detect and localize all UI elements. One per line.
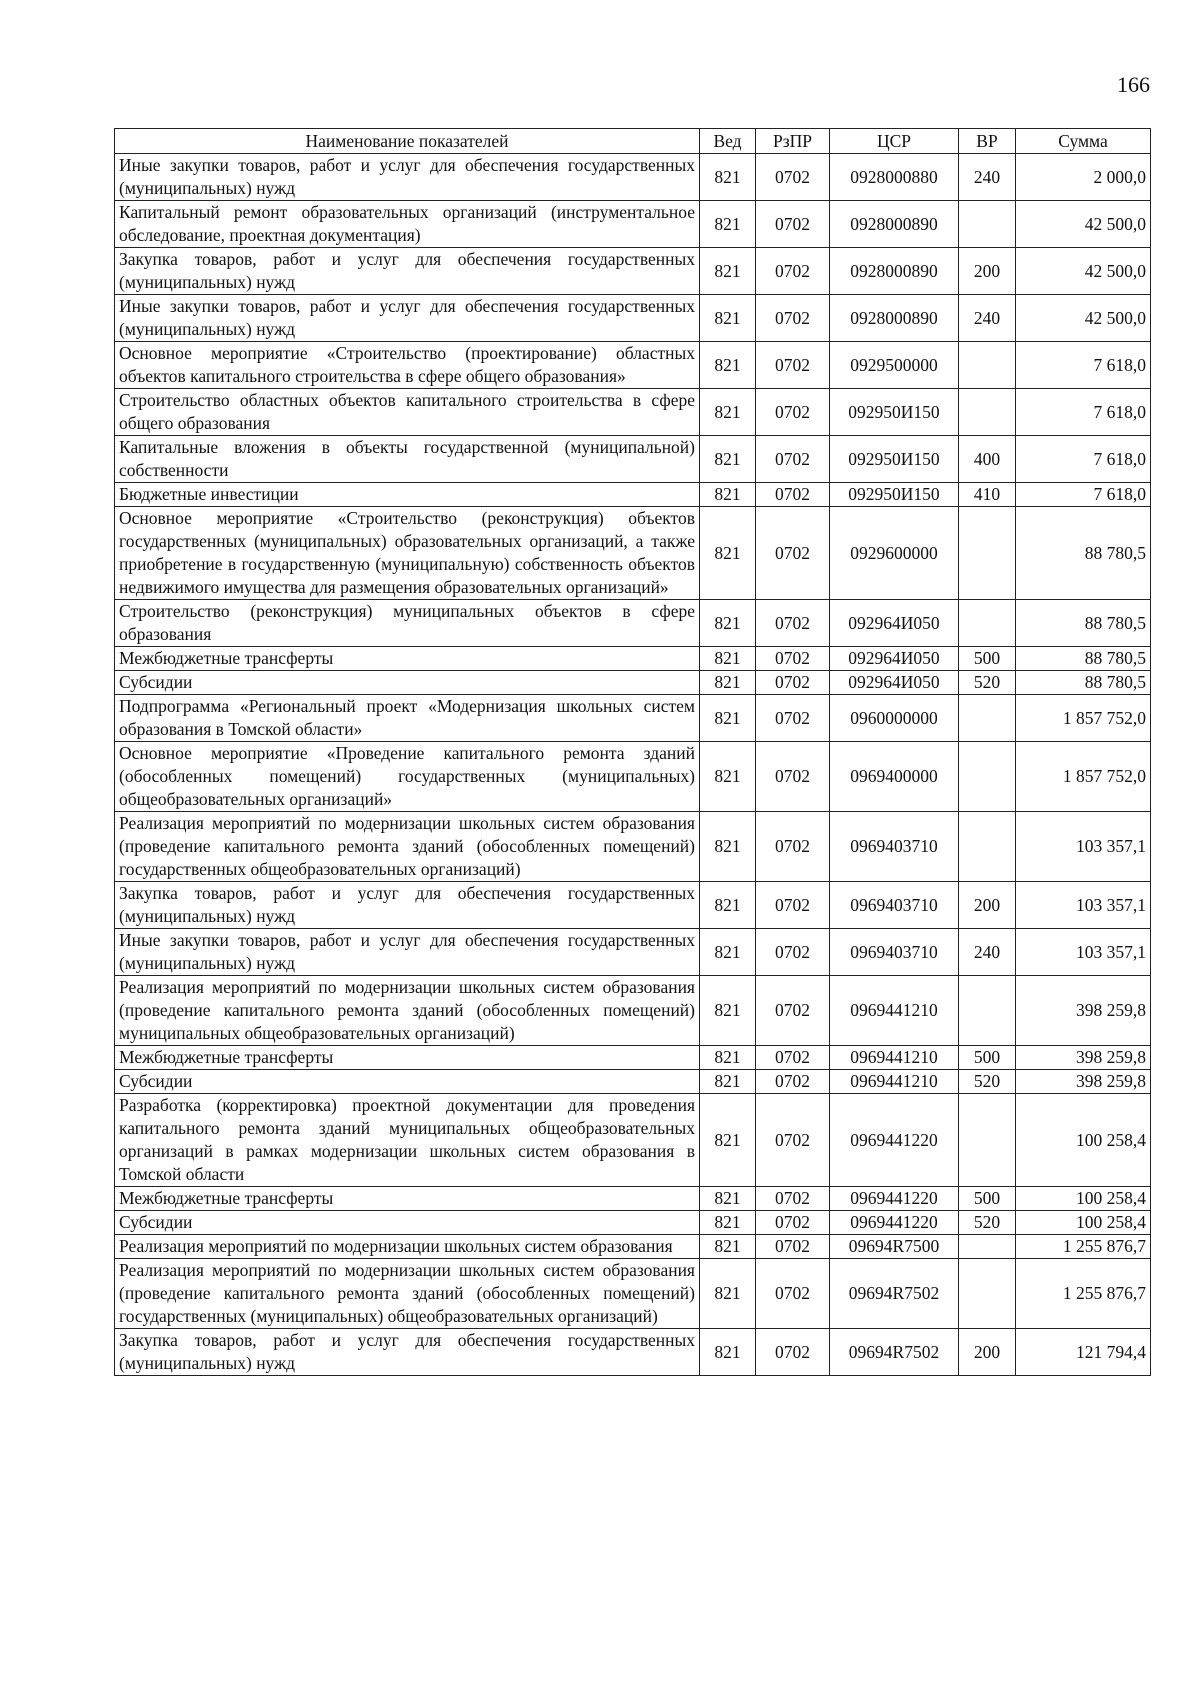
cell-vr: 520	[959, 1211, 1016, 1235]
cell-name: Реализация мероприятий по модернизации школьных систем образования	[115, 1235, 700, 1259]
cell-sum: 398 259,8	[1016, 976, 1151, 1046]
cell-vr: 500	[959, 1046, 1016, 1070]
header-rzpr: РзПР	[756, 129, 830, 154]
cell-csr: 0969403710	[830, 882, 959, 929]
cell-rzpr: 0702	[756, 201, 830, 248]
cell-vr: 520	[959, 671, 1016, 695]
table-header-row	[115, 129, 1151, 154]
cell-vr	[959, 1259, 1016, 1329]
cell-rzpr: 0702	[756, 1259, 830, 1329]
cell-rzpr: 0702	[756, 976, 830, 1046]
cell-sum: 1 857 752,0	[1016, 742, 1151, 812]
cell-rzpr: 0702	[756, 742, 830, 812]
table-row	[115, 1187, 1151, 1211]
cell-sum: 42 500,0	[1016, 295, 1151, 342]
cell-vr	[959, 695, 1016, 742]
header-ved: Вед	[700, 129, 756, 154]
cell-name: Основное мероприятие «Проведение капитального ремонта зданий (обособленных помещений) государственных (муниципальных) общеобразовательных организаций»	[115, 742, 700, 812]
cell-name: Капитальный ремонт образовательных организаций (инструментальное обследование, проектная документация)	[115, 201, 700, 248]
cell-rzpr: 0702	[756, 695, 830, 742]
table-row	[115, 1070, 1151, 1094]
cell-ved: 821	[700, 976, 756, 1046]
table-row	[115, 436, 1151, 483]
cell-csr: 0928000880	[830, 154, 959, 201]
table-row	[115, 1235, 1151, 1259]
table-row	[115, 647, 1151, 671]
cell-rzpr: 0702	[756, 436, 830, 483]
cell-csr: 0969441220	[830, 1211, 959, 1235]
table-row	[115, 600, 1151, 647]
cell-csr: 092964И050	[830, 647, 959, 671]
cell-rzpr: 0702	[756, 295, 830, 342]
cell-csr: 09694R7502	[830, 1329, 959, 1376]
cell-csr: 092950И150	[830, 436, 959, 483]
cell-rzpr: 0702	[756, 389, 830, 436]
table-row	[115, 1329, 1151, 1376]
cell-name: Строительство (реконструкция) муниципальных объектов в сфере образования	[115, 600, 700, 647]
cell-ved: 821	[700, 1259, 756, 1329]
cell-name: Закупка товаров, работ и услуг для обеспечения государственных (муниципальных) нужд	[115, 248, 700, 295]
cell-name: Реализация мероприятий по модернизации школьных систем образования (проведение капитального ремонта зданий (обособленных помещений) государственных (муниципальных) общеобразовательных организаций)	[115, 1259, 700, 1329]
cell-sum: 7 618,0	[1016, 436, 1151, 483]
cell-rzpr: 0702	[756, 342, 830, 389]
cell-ved: 821	[700, 342, 756, 389]
cell-vr: 500	[959, 647, 1016, 671]
cell-vr	[959, 201, 1016, 248]
cell-sum: 7 618,0	[1016, 483, 1151, 507]
cell-vr: 240	[959, 929, 1016, 976]
cell-sum: 100 258,4	[1016, 1094, 1151, 1187]
cell-vr: 400	[959, 436, 1016, 483]
cell-vr	[959, 1094, 1016, 1187]
cell-vr: 500	[959, 1187, 1016, 1211]
cell-vr	[959, 342, 1016, 389]
table-row	[115, 248, 1151, 295]
cell-vr	[959, 812, 1016, 882]
cell-vr	[959, 600, 1016, 647]
cell-rzpr: 0702	[756, 248, 830, 295]
cell-csr: 0969403710	[830, 812, 959, 882]
cell-sum: 103 357,1	[1016, 882, 1151, 929]
cell-sum: 88 780,5	[1016, 647, 1151, 671]
cell-ved: 821	[700, 647, 756, 671]
cell-ved: 821	[700, 436, 756, 483]
cell-rzpr: 0702	[756, 929, 830, 976]
cell-name: Иные закупки товаров, работ и услуг для обеспечения государственных (муниципальных) нужд	[115, 154, 700, 201]
cell-ved: 821	[700, 1094, 756, 1187]
cell-name: Строительство областных объектов капитального строительства в сфере общего образования	[115, 389, 700, 436]
cell-ved: 821	[700, 154, 756, 201]
cell-name: Закупка товаров, работ и услуг для обеспечения государственных (муниципальных) нужд	[115, 882, 700, 929]
cell-name: Капитальные вложения в объекты государственной (муниципальной) собственности	[115, 436, 700, 483]
cell-sum: 7 618,0	[1016, 342, 1151, 389]
cell-sum: 42 500,0	[1016, 248, 1151, 295]
cell-ved: 821	[700, 882, 756, 929]
table-row	[115, 201, 1151, 248]
cell-sum: 88 780,5	[1016, 600, 1151, 647]
page-number: 166	[1117, 72, 1150, 97]
cell-vr	[959, 742, 1016, 812]
cell-csr: 0929600000	[830, 507, 959, 600]
cell-rzpr: 0702	[756, 1329, 830, 1376]
budget-table	[114, 128, 1151, 1376]
cell-ved: 821	[700, 1329, 756, 1376]
table-row	[115, 976, 1151, 1046]
cell-rzpr: 0702	[756, 483, 830, 507]
cell-rzpr: 0702	[756, 1235, 830, 1259]
table-row	[115, 1211, 1151, 1235]
cell-rzpr: 0702	[756, 1211, 830, 1235]
cell-vr: 200	[959, 1329, 1016, 1376]
cell-sum: 1 857 752,0	[1016, 695, 1151, 742]
cell-rzpr: 0702	[756, 600, 830, 647]
cell-ved: 821	[700, 507, 756, 600]
cell-csr: 0969441210	[830, 976, 959, 1046]
cell-csr: 0969441220	[830, 1094, 959, 1187]
cell-vr	[959, 507, 1016, 600]
cell-csr: 092964И050	[830, 671, 959, 695]
cell-name: Разработка (корректировка) проектной документации для проведения капитального ремонта зданий муниципальных общеобразовательных организаций в рамках модернизации школьных систем образования в Томской области	[115, 1094, 700, 1187]
cell-csr: 0929500000	[830, 342, 959, 389]
cell-ved: 821	[700, 695, 756, 742]
table-row	[115, 742, 1151, 812]
table-row	[115, 812, 1151, 882]
table-body	[115, 154, 1151, 1376]
table-row	[115, 929, 1151, 976]
table-row	[115, 695, 1151, 742]
cell-ved: 821	[700, 600, 756, 647]
cell-ved: 821	[700, 389, 756, 436]
cell-vr	[959, 389, 1016, 436]
cell-csr: 0928000890	[830, 248, 959, 295]
table-row	[115, 154, 1151, 201]
cell-sum: 88 780,5	[1016, 671, 1151, 695]
cell-ved: 821	[700, 812, 756, 882]
cell-csr: 092950И150	[830, 483, 959, 507]
cell-name: Основное мероприятие «Строительство (проектирование) областных объектов капитального строительства в сфере общего образования»	[115, 342, 700, 389]
table-row	[115, 1259, 1151, 1329]
cell-csr: 092964И050	[830, 600, 959, 647]
cell-ved: 821	[700, 1187, 756, 1211]
table-row	[115, 882, 1151, 929]
cell-ved: 821	[700, 1046, 756, 1070]
cell-sum: 7 618,0	[1016, 389, 1151, 436]
cell-vr: 410	[959, 483, 1016, 507]
cell-name: Межбюджетные трансферты	[115, 1046, 700, 1070]
table-row	[115, 342, 1151, 389]
cell-ved: 821	[700, 1211, 756, 1235]
cell-rzpr: 0702	[756, 882, 830, 929]
table-row	[115, 389, 1151, 436]
cell-sum: 100 258,4	[1016, 1211, 1151, 1235]
cell-csr: 0928000890	[830, 201, 959, 248]
cell-rzpr: 0702	[756, 671, 830, 695]
cell-sum: 88 780,5	[1016, 507, 1151, 600]
cell-name: Иные закупки товаров, работ и услуг для обеспечения государственных (муниципальных) нужд	[115, 929, 700, 976]
cell-rzpr: 0702	[756, 1046, 830, 1070]
cell-sum: 1 255 876,7	[1016, 1235, 1151, 1259]
cell-csr: 092950И150	[830, 389, 959, 436]
cell-name: Реализация мероприятий по модернизации школьных систем образования (проведение капитального ремонта зданий (обособленных помещений) муниципальных общеобразовательных организаций)	[115, 976, 700, 1046]
cell-rzpr: 0702	[756, 154, 830, 201]
cell-csr: 0969403710	[830, 929, 959, 976]
cell-vr: 200	[959, 882, 1016, 929]
cell-vr	[959, 976, 1016, 1046]
cell-csr: 0969441220	[830, 1187, 959, 1211]
cell-name: Субсидии	[115, 1070, 700, 1094]
table-row	[115, 295, 1151, 342]
cell-csr: 0969441210	[830, 1070, 959, 1094]
header-sum: Сумма	[1016, 129, 1151, 154]
cell-ved: 821	[700, 248, 756, 295]
cell-csr: 0969400000	[830, 742, 959, 812]
cell-ved: 821	[700, 295, 756, 342]
cell-name: Межбюджетные трансферты	[115, 1187, 700, 1211]
table-row	[115, 1094, 1151, 1187]
cell-name: Бюджетные инвестиции	[115, 483, 700, 507]
cell-name: Межбюджетные трансферты	[115, 647, 700, 671]
cell-rzpr: 0702	[756, 1094, 830, 1187]
cell-vr: 240	[959, 295, 1016, 342]
cell-sum: 2 000,0	[1016, 154, 1151, 201]
cell-name: Иные закупки товаров, работ и услуг для обеспечения государственных (муниципальных) нужд	[115, 295, 700, 342]
cell-name: Основное мероприятие «Строительство (реконструкция) объектов государственных (муниципальных) образовательных организаций, а также приобретение в государственную (муниципальную) собственность объектов недвижимого имущества для размещения образовательных организаций»	[115, 507, 700, 600]
table-row	[115, 671, 1151, 695]
cell-name: Подпрограмма «Региональный проект «Модернизация школьных систем образования в Томской области»	[115, 695, 700, 742]
cell-rzpr: 0702	[756, 1187, 830, 1211]
cell-name: Субсидии	[115, 1211, 700, 1235]
cell-csr: 0928000890	[830, 295, 959, 342]
header-csr: ЦСР	[830, 129, 959, 154]
cell-sum: 398 259,8	[1016, 1046, 1151, 1070]
cell-ved: 821	[700, 1070, 756, 1094]
cell-rzpr: 0702	[756, 1070, 830, 1094]
table-row	[115, 1046, 1151, 1070]
cell-csr: 09694R7502	[830, 1259, 959, 1329]
cell-sum: 103 357,1	[1016, 929, 1151, 976]
header-name: Наименование показателей	[115, 129, 700, 154]
cell-ved: 821	[700, 1235, 756, 1259]
table-row	[115, 507, 1151, 600]
cell-rzpr: 0702	[756, 507, 830, 600]
cell-ved: 821	[700, 929, 756, 976]
cell-vr: 200	[959, 248, 1016, 295]
cell-csr: 09694R7500	[830, 1235, 959, 1259]
cell-sum: 121 794,4	[1016, 1329, 1151, 1376]
cell-name: Реализация мероприятий по модернизации школьных систем образования (проведение капитального ремонта зданий (обособленных помещений) государственных общеобразовательных организаций)	[115, 812, 700, 882]
cell-sum: 100 258,4	[1016, 1187, 1151, 1211]
cell-ved: 821	[700, 671, 756, 695]
cell-name: Закупка товаров, работ и услуг для обеспечения государственных (муниципальных) нужд	[115, 1329, 700, 1376]
cell-csr: 0960000000	[830, 695, 959, 742]
cell-sum: 103 357,1	[1016, 812, 1151, 882]
cell-name: Субсидии	[115, 671, 700, 695]
cell-ved: 821	[700, 201, 756, 248]
cell-rzpr: 0702	[756, 812, 830, 882]
cell-ved: 821	[700, 742, 756, 812]
cell-rzpr: 0702	[756, 647, 830, 671]
header-vr: ВР	[959, 129, 1016, 154]
cell-vr	[959, 1235, 1016, 1259]
table-row	[115, 483, 1151, 507]
cell-sum: 398 259,8	[1016, 1070, 1151, 1094]
cell-vr: 520	[959, 1070, 1016, 1094]
cell-vr: 240	[959, 154, 1016, 201]
cell-sum: 42 500,0	[1016, 201, 1151, 248]
cell-sum: 1 255 876,7	[1016, 1259, 1151, 1329]
cell-csr: 0969441210	[830, 1046, 959, 1070]
cell-ved: 821	[700, 483, 756, 507]
